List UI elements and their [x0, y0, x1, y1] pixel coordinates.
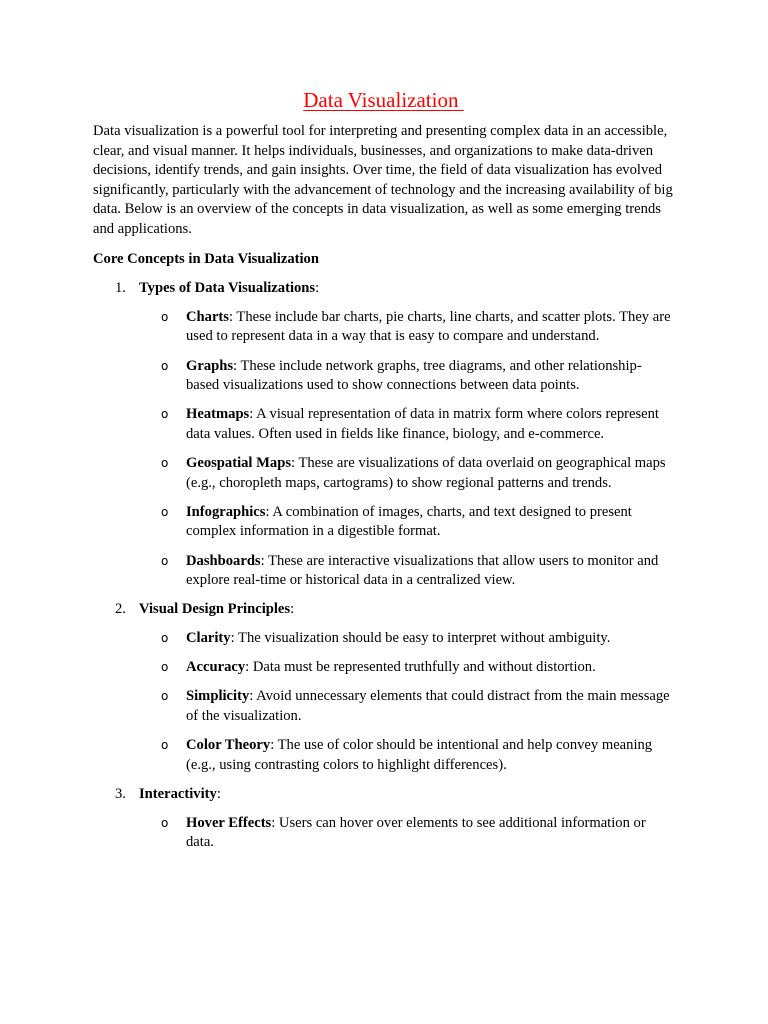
list-item: [93, 503, 674, 542]
list-item: [93, 736, 674, 775]
bullet-icon: o: [161, 456, 169, 471]
bullet-icon: o: [161, 553, 169, 568]
bullet-icon: o: [161, 504, 169, 519]
main-item-suffix: :: [290, 601, 295, 618]
sub-item-label: Simplicity: [186, 688, 250, 705]
main-item-suffix: :: [315, 280, 320, 297]
sub-item-label: Geospatial Maps: [186, 455, 291, 472]
sub-item-label: Heatmaps: [186, 406, 250, 423]
sub-list: [93, 629, 674, 775]
main-item-interactivity: [93, 785, 674, 853]
bullet-icon: o: [161, 407, 169, 422]
list-item: [93, 454, 674, 493]
sub-item-text: : The visualization should be easy to interpret without ambiguity.: [230, 630, 611, 647]
bullet-icon: o: [161, 738, 169, 753]
bullet-icon: o: [161, 309, 169, 324]
main-item-types: [93, 279, 674, 591]
main-item-suffix: :: [216, 785, 221, 802]
list-item: [93, 357, 674, 396]
bullet-icon: o: [161, 815, 169, 830]
sub-item-text: : These include bar charts, pie charts, line charts, and scatter plots. They are used to represent data in a way that is easy to compare and understand.: [186, 308, 671, 345]
list-item: [93, 552, 674, 591]
main-item-label: Interactivity: [139, 785, 217, 802]
list-number: 1.: [115, 280, 126, 297]
list-item: [93, 308, 674, 347]
main-item-heading: [93, 600, 674, 620]
sub-item-text: : Users can hover over elements to see additional information or data.: [186, 814, 646, 851]
main-item-label: Visual Design Principles: [139, 601, 291, 618]
section-heading: Core Concepts in Data Visualization: [93, 250, 319, 267]
sub-item-label: Color Theory: [186, 737, 271, 754]
sub-item-text: : The use of color should be intentional and help convey meaning (e.g., using contrasting colors to highlight differences).: [186, 737, 653, 773]
list-number: 3.: [115, 785, 126, 802]
core-concepts-list: [93, 279, 674, 853]
bullet-icon: o: [161, 689, 169, 704]
sub-item-label: Graphs: [186, 357, 234, 374]
sub-item-label: Hover Effects: [186, 814, 272, 831]
sub-item-text: : A visual representation of data in matrix form where colors represent data values. Often used in fields like finance, biology, and e-commerce.: [186, 406, 659, 442]
list-item: [93, 405, 674, 444]
sub-list: [93, 814, 674, 853]
sub-list: [93, 308, 674, 591]
main-item-design-principles: [93, 600, 674, 775]
bullet-icon: o: [161, 631, 169, 646]
list-item: [93, 658, 674, 678]
sub-item-label: Clarity: [186, 630, 231, 647]
main-item-heading: [93, 279, 674, 299]
sub-item-label: Dashboards: [186, 552, 261, 569]
sub-item-label: Infographics: [186, 503, 266, 520]
sub-item-label: Charts: [186, 308, 229, 325]
sub-item-text: : These are interactive visualizations that allow users to monitor and explore real-time or historical data in a centralized view.: [186, 552, 659, 589]
sub-item-text: : These are visualizations of data overlaid on geographical maps (e.g., choropleth maps, cartograms) to show regional patterns and trends.: [186, 455, 666, 491]
sub-item-label: Accuracy: [186, 659, 246, 676]
bullet-icon: o: [161, 358, 169, 373]
list-item: [93, 687, 674, 726]
list-number: 2.: [115, 601, 126, 618]
bullet-icon: o: [161, 660, 169, 675]
document-title: Data Visualization: [303, 88, 464, 112]
sub-item-text: : Avoid unnecessary elements that could distract from the main message of the visualization.: [186, 688, 670, 724]
intro-paragraph: Data visualization is a powerful tool for interpreting and presenting complex data in an accessible, clear, and visual manner. It helps individuals, businesses, and organizations to make data-driven decisions, identify trends, and gain insights. Over time, the field of data visualization has evolved significantly, particularly with the advancement of technology and the increasing availability of big data. Below is an overview of the concepts in data visualization, as well as some emerging trends and applications.: [93, 123, 673, 237]
sub-item-text: : These include network graphs, tree diagrams, and other relationship-based visualizations used to show connections between data points.: [186, 357, 642, 394]
sub-item-text: : Data must be represented truthfully and without distortion.: [245, 659, 596, 676]
main-item-label: Types of Data Visualizations: [139, 280, 316, 297]
main-item-heading: [93, 785, 674, 805]
list-item: [93, 814, 674, 853]
sub-item-text: : A combination of images, charts, and text designed to present complex information in a digestible format.: [186, 503, 632, 540]
list-item: [93, 629, 674, 649]
